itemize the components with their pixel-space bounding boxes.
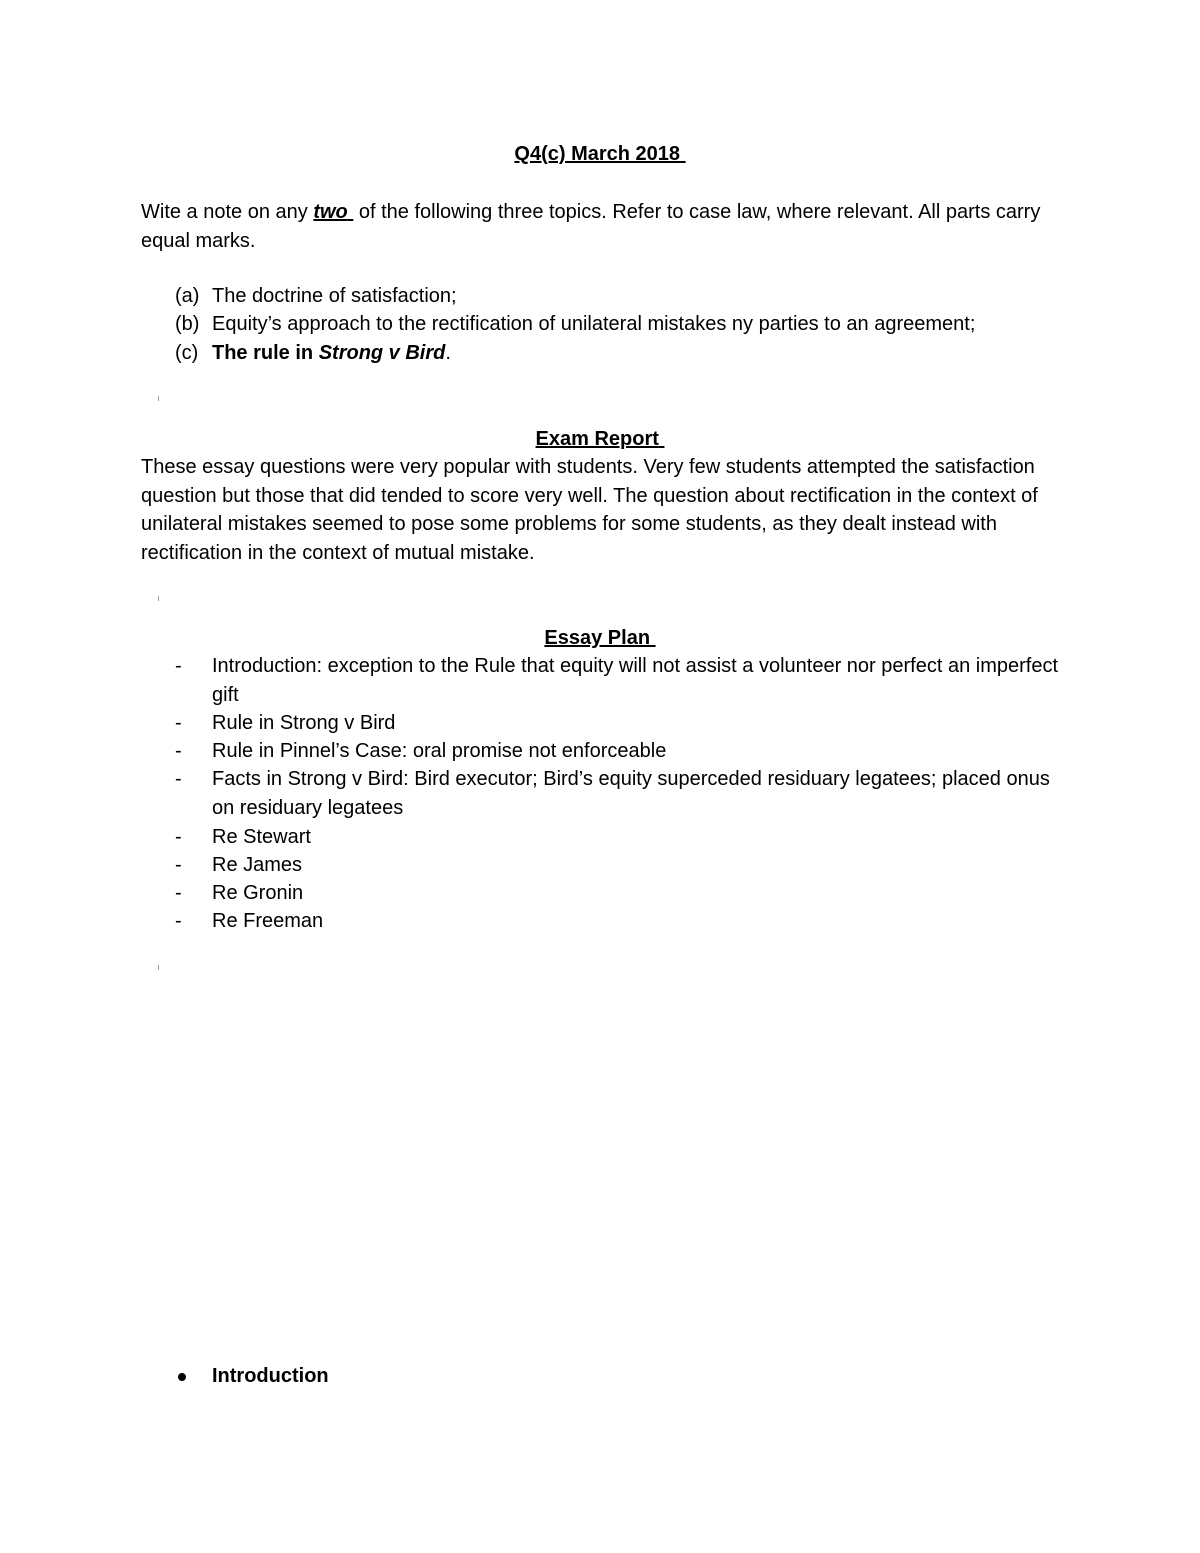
- essay-plan-item-text: Introduction: exception to the Rule that equity will not assist a volunteer nor perfect an imperfect gift: [212, 655, 1059, 706]
- dash-marker: -: [175, 655, 182, 677]
- dash-marker: -: [175, 712, 182, 734]
- document-title: [0, 140, 1200, 168]
- exam-report-heading-text: Exam Report: [535, 428, 659, 450]
- topic-text: Equity’s approach to the rectification of unilateral mistakes ny parties to an agreement;: [212, 313, 976, 335]
- essay-plan-item-text: Re Gronin: [212, 882, 304, 904]
- dash-marker: -: [175, 740, 182, 762]
- topic-case-name: Strong v Bird: [318, 342, 446, 364]
- paragraph-mark: [158, 596, 159, 601]
- topic-marker: (a): [175, 285, 200, 307]
- question-emphasis: two: [313, 201, 348, 223]
- topic-marker: (c): [175, 342, 199, 364]
- dash-marker: -: [175, 826, 182, 848]
- paragraph-mark: [158, 965, 159, 970]
- question-text-before: Wite a note on any: [141, 201, 314, 223]
- essay-plan-item-text: Re Stewart: [212, 826, 311, 848]
- exam-report-body: These essay questions were very popular with students. Very few students attempted the satisfaction question but those that did tended to score very well. The question about rectification in the context of unilateral mistakes seemed to pose some problems for some students, as they dealt instead with rectification in the context of mutual mistake.: [141, 456, 1038, 564]
- essay-plan-heading: [0, 624, 1200, 652]
- dash-marker: -: [175, 910, 182, 932]
- essay-plan-item-text: Rule in Strong v Bird: [212, 712, 396, 734]
- bullet-dot-icon: [178, 1373, 186, 1381]
- dash-marker: -: [175, 854, 182, 876]
- essay-plan-item-text: Re James: [212, 854, 303, 876]
- essay-plan-item-text: Facts in Strong v Bird: Bird executor; Bird’s equity superceded residuary legatees; placed onus on residuary legatees: [212, 768, 1050, 819]
- document-title-text: Q4(c) March 2018: [514, 143, 681, 165]
- topic-text-end: .: [445, 342, 451, 364]
- dash-marker: -: [175, 882, 182, 904]
- essay-plan-item-text: Rule in Pinnel’s Case: oral promise not enforceable: [212, 740, 667, 762]
- topic-text-bold: The rule in: [212, 342, 319, 364]
- exam-report-heading: [0, 425, 1200, 453]
- dash-marker: -: [175, 768, 182, 790]
- introduction-heading: Introduction: [212, 1365, 329, 1387]
- topic-text: [212, 339, 1072, 368]
- topic-marker: (b): [175, 313, 200, 335]
- essay-plan-heading-text: Essay Plan: [544, 627, 651, 649]
- question-paragraph: [141, 198, 1071, 255]
- essay-plan-item-text: Re Freeman: [212, 910, 324, 932]
- paragraph-mark: [158, 396, 159, 401]
- topic-text: The doctrine of satisfaction;: [212, 285, 457, 307]
- question-text-after: of the following three topics. Refer to case law, where relevant. All parts carry equal marks.: [141, 201, 1041, 252]
